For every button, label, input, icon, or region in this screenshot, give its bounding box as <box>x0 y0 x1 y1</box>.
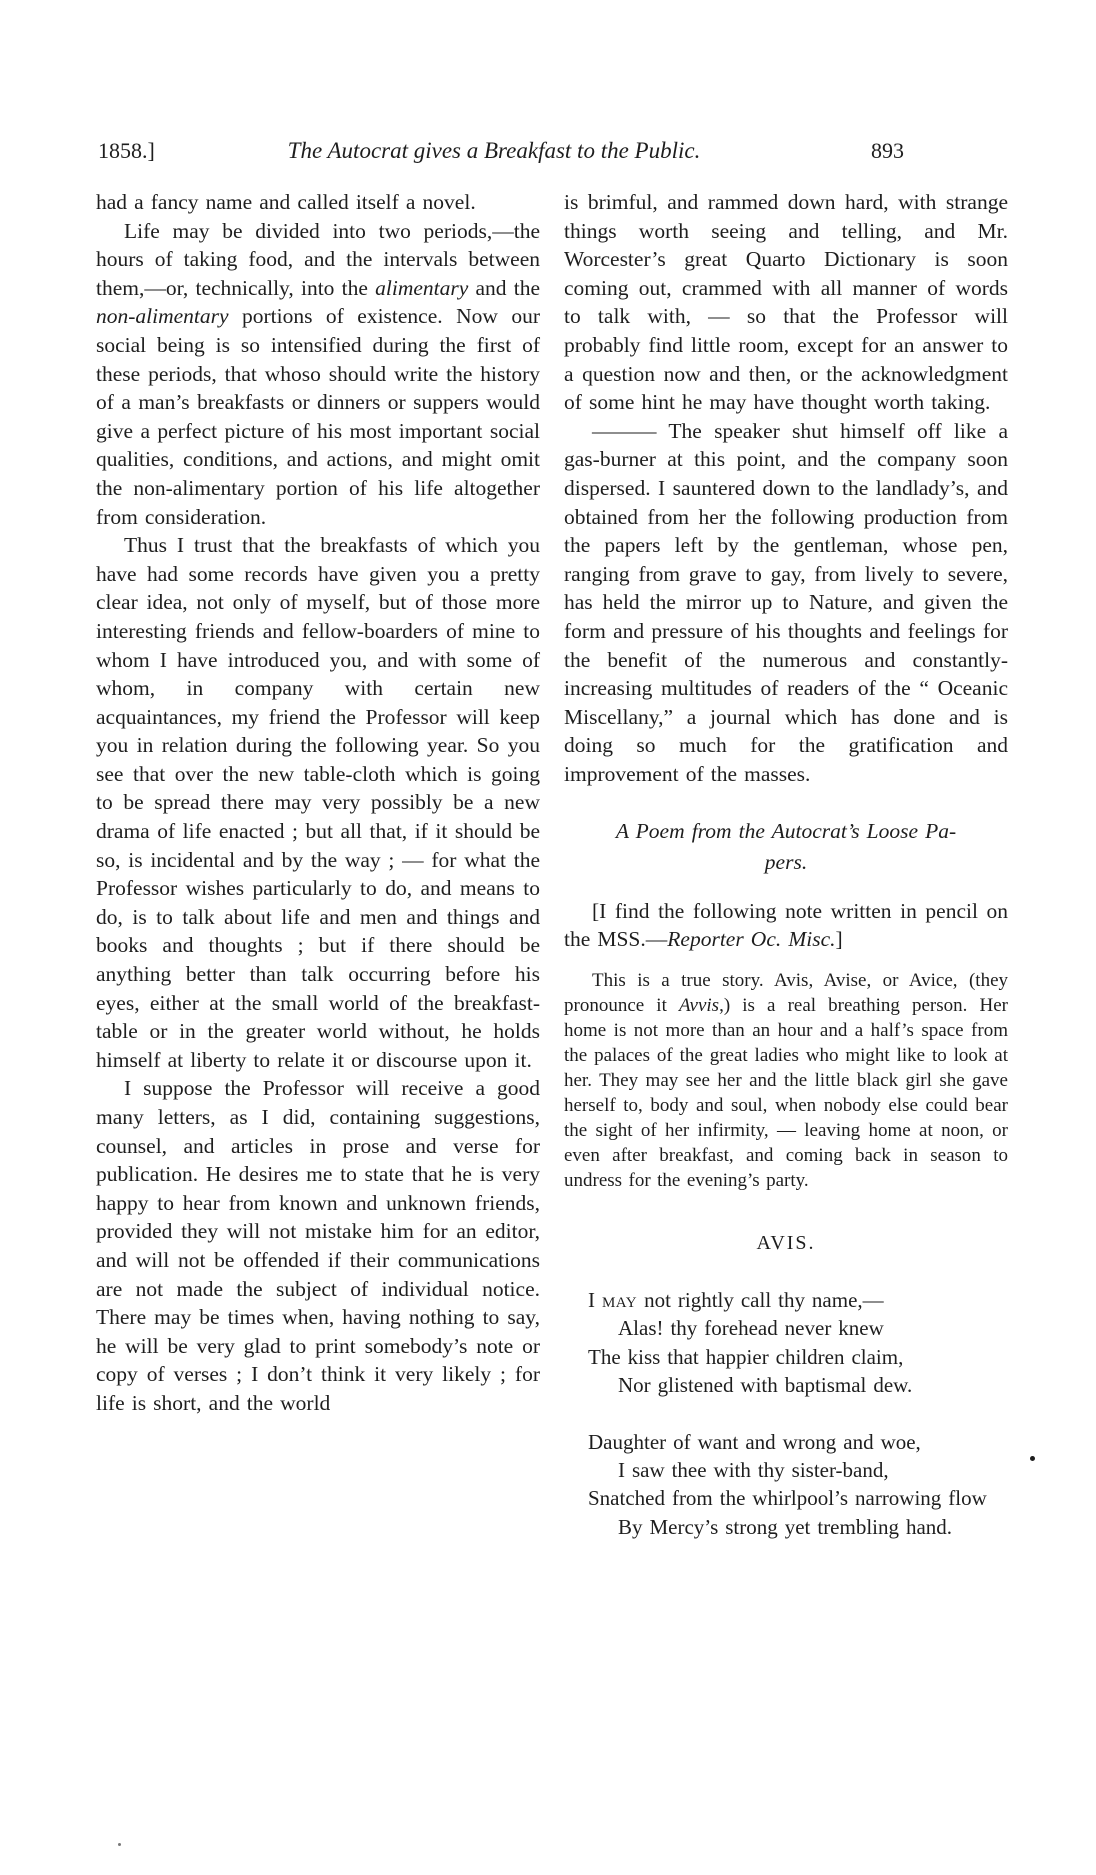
text-segment: ,) is a real breathing person. Her home is not more than an hour and a half’s space from the palaces of the great ladies who might like to look at her. They may see her and the little black girl she gave herself to, body and soul, when nobody else could bear the sight of her infirmity, — leaving home at noon, or even after breakfast, and coming back in season to undress for the evening’s party. <box>564 994 1008 1192</box>
poem-line <box>588 1286 1008 1314</box>
paragraph <box>96 217 540 532</box>
text-segment: is brimful, and rammed down hard, with strange things worth seeing and telling, and Mr. Worcester’s great Quarto Dictionary is soon coming out, crammed with all manner of words to talk with, — so that the Professor will probably find little room, except for an answer to a question now and then, or the acknowledgment of some hint he may have thought worth taking. <box>564 190 1008 415</box>
poem-line <box>588 1371 1008 1399</box>
text-segment: Snatched from the whirlpool’s narrowing flow <box>588 1486 987 1511</box>
text-segment: and the <box>468 275 540 300</box>
text-segment: Nor glistened with baptismal dew. <box>618 1373 913 1398</box>
text-segment: alimentary <box>375 275 469 300</box>
text-segment: pers. <box>764 849 808 874</box>
right-column <box>564 188 1008 1569</box>
poem-line <box>588 1343 1008 1371</box>
poem-line <box>588 1484 1008 1512</box>
text-segment: Thus I trust that the breakfasts of which you have had some records have given you a pretty clear idea, not only of myself, but of those more interesting friends and fellow-boarders of mine to whom I have introduced you, and with some of whom, in company with certain new acquaintances, my friend the Professor will keep you in relation during the following year. So you see that over the new table-cloth which is going to be spread there may very possibly be a new drama of life enacted ; but all that, if it should be so, is incidental and by the way ; — for what the Professor wishes particularly to do, and means to do, is to talk about life and men and things and books and thoughts ; but if there should be anything better than talk occurring before his eyes, either at the small world of the breakfast-table or in the greater world without, he holds himself at liberty to relate it or discourse upon it. <box>96 533 540 1072</box>
paragraph <box>564 897 1008 954</box>
header-running-title: The Autocrat gives a Breakfast to the Public. <box>287 138 701 163</box>
text-segment: This is a true story. Avis, Avise, or Avice, (they pronounce it <box>564 969 1008 1016</box>
poem-section <box>564 816 1008 1540</box>
poem-title: AVIS. <box>756 1231 816 1254</box>
left-column <box>96 188 540 1569</box>
scan-speck <box>1030 1456 1035 1461</box>
two-column-body <box>96 188 1008 1569</box>
paragraph <box>564 417 1008 789</box>
right-column-prose <box>564 188 1008 788</box>
poem-line <box>588 1513 1008 1541</box>
text-segment: The kiss that happier children claim, <box>588 1344 904 1369</box>
text-segment: non-alimentary <box>96 304 229 329</box>
text-segment: Life may be divided into two periods,—the hours of taking food, and the intervals between them,—or, technically, into the <box>96 218 540 300</box>
text-segment: Daughter of want and wrong and woe, <box>588 1429 921 1454</box>
text-segment: ] <box>835 927 843 952</box>
poem <box>564 1286 1008 1541</box>
page-content <box>96 138 1008 1569</box>
text-segment: [I find the following note written in pencil on the MSS.— <box>564 898 1008 952</box>
text-segment: By Mercy’s strong yet trembling hand. <box>618 1514 953 1539</box>
text-segment: I saw thee with thy sister-band, <box>618 1457 889 1482</box>
text-segment: A Poem from the Autocrat’s Loose Pa- <box>615 819 957 844</box>
text-segment: I suppose the Professor will receive a good many letters, as I did, containing suggestions, counsel, and articles in prose and verse for publication. He desires me to state that he is very happy to hear from known and unknown friends, provided they will not mistake him for an editor, and will not be offended if their communications are not made the subject of individual notice. There may be times when, having nothing to say, he will be very glad to print somebody’s note or copy of verses ; I don’t think it very likely ; for life is short, and the world <box>96 1076 540 1415</box>
paragraph <box>96 188 540 217</box>
paragraph <box>564 968 1008 1194</box>
poem-line <box>588 1456 1008 1484</box>
header-page-number: 893 <box>871 138 904 163</box>
text-segment: had a fancy name and called itself a novel. <box>96 190 476 214</box>
poem-section-heading <box>564 816 1008 876</box>
poem-stanza <box>588 1286 1008 1399</box>
text-segment: Alas! thy forehead never knew <box>618 1316 884 1341</box>
poem-notes <box>564 897 1008 1194</box>
poem-line <box>588 1428 1008 1456</box>
text-segment: ——— The speaker shut himself off like a gas-burner at this point, and the company soon dispersed. I sauntered down to the landlady’s, and obtained from her the following production from the papers left by the gentleman, whose pen, ranging from grave to gay, from lively to severe, has held the mirror up to Nature, and given the form and pressure of his thoughts and feelings for the benefit of the numerous and constantly-increasing multitudes of readers of the “ Oceanic Miscellany,” a journal which has done and is doing so much for the gratification and improvement of the masses. <box>564 418 1008 786</box>
poem-stanza <box>588 1428 1008 1541</box>
text-segment: not rightly call thy name,— <box>637 1288 884 1313</box>
page-header <box>96 138 1008 172</box>
scan-speck <box>118 1843 121 1846</box>
paragraph <box>96 1074 540 1417</box>
text-segment: Reporter Oc. Misc. <box>667 927 836 952</box>
text-segment: portions of existence. Now our social being is so intensified during the first of these periods, that whoso should write the history of a man’s breakfasts or dinners or suppers would give a perfect picture of his most important social qualities, conditions, and actions, and might omit the non-alimentary portion of his life altogether from consideration. <box>96 304 540 529</box>
paragraph <box>564 188 1008 417</box>
text-segment: may <box>601 1288 638 1313</box>
text-segment: I <box>588 1288 602 1313</box>
paragraph <box>96 531 540 1074</box>
text-segment: Avvis <box>678 994 720 1016</box>
poem-line <box>588 1314 1008 1342</box>
header-year: 1858.] <box>98 138 155 163</box>
